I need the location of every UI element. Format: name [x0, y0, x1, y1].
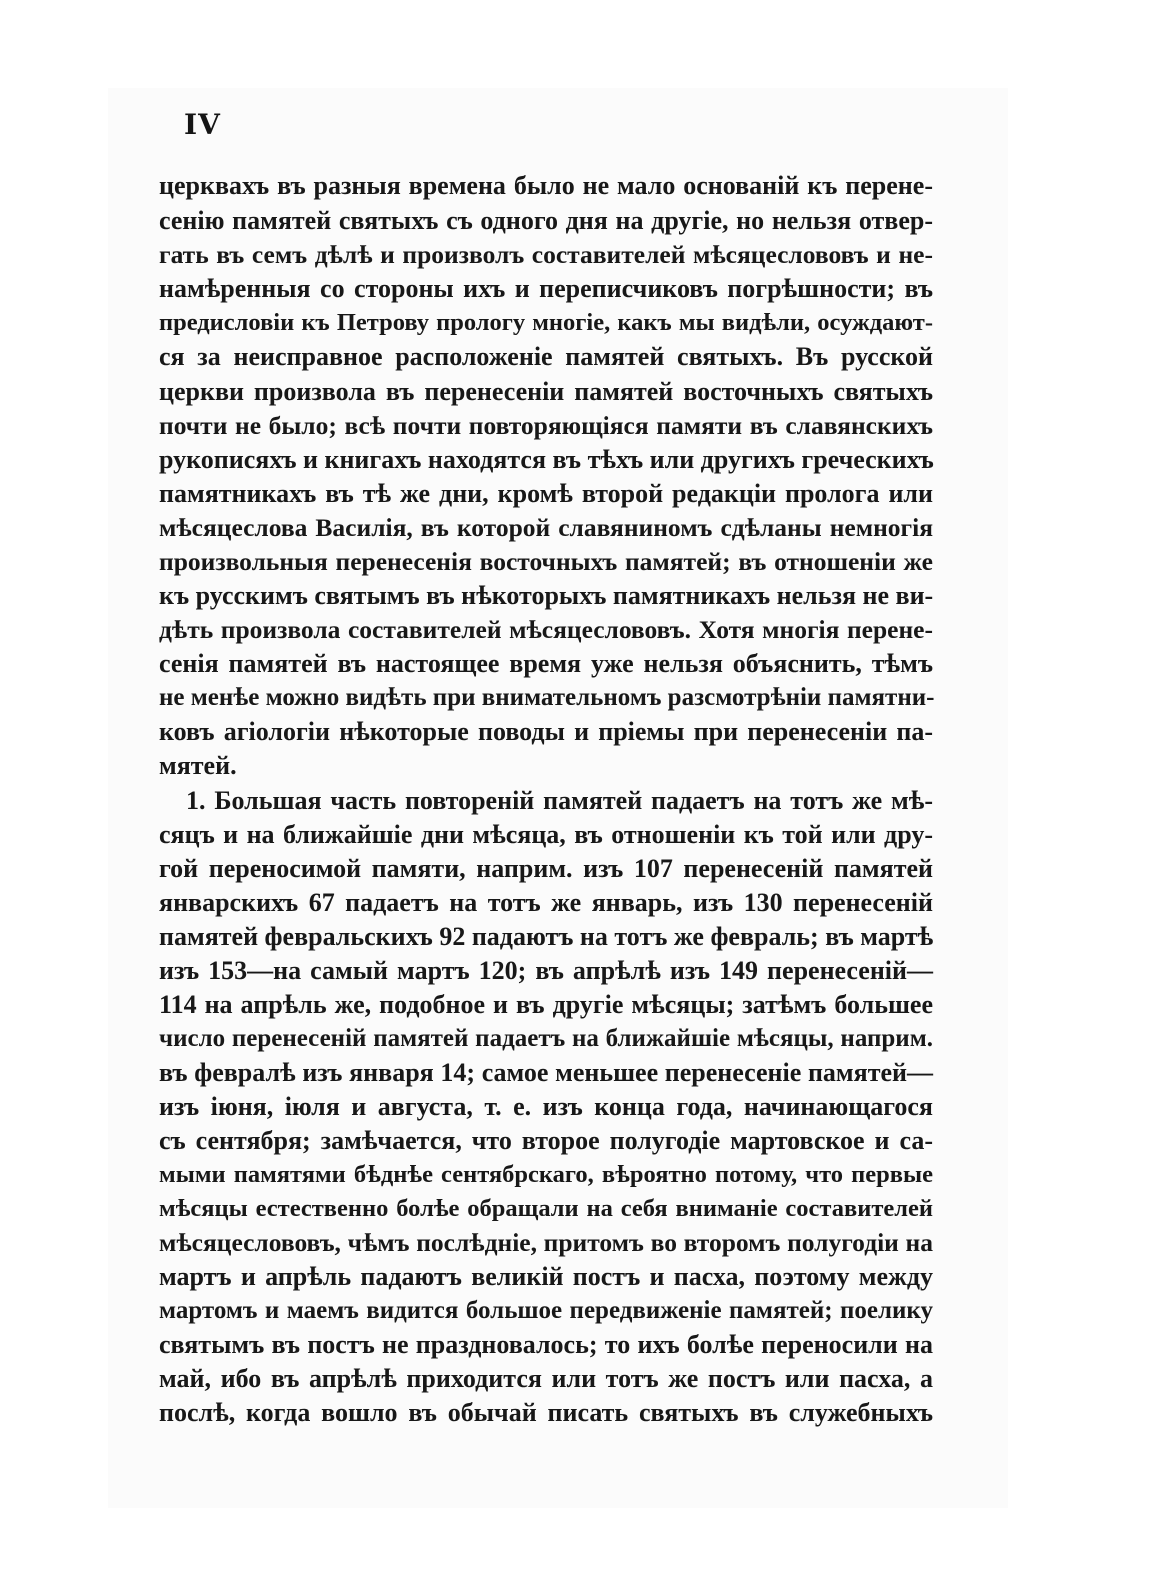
- text-line: ковъ агіологіи нѣкоторые поводы и пріемы при перенесеніи па-: [159, 717, 933, 746]
- text-line: въ февралѣ изъ января 14; самое меньшее перенесеніе памятей—: [159, 1058, 933, 1087]
- text-line: мѣсяцы естественно болѣе обращали на себя вниманіе составителей: [159, 1195, 933, 1222]
- text-line: мѣсяцеслова Василія, въ которой славяниномъ сдѣланы немногія: [159, 513, 933, 542]
- text-line: ся за неисправное расположеніе памятей святыхъ. Въ русской: [159, 342, 933, 371]
- text-line: церквахъ въ разныя времена было не мало основаній къ перене-: [159, 171, 933, 200]
- text-line: 114 на апрѣль же, подобное и въ другіе мѣсяцы; затѣмъ большее: [159, 990, 933, 1019]
- text-line: сенія памятей въ настоящее время уже нельзя объяснить, тѣмъ: [159, 649, 933, 678]
- text-line: январскихъ 67 падаетъ на тотъ же январь, изъ 130 перенесеній: [159, 888, 933, 917]
- text-line: май, ибо въ апрѣлѣ приходится или тотъ же постъ или пасха, а: [159, 1364, 933, 1393]
- text-line: мартомъ и маемъ видится большое передвиженіе памятей; поелику: [159, 1297, 933, 1324]
- text-line: памятникахъ въ тѣ же дни, кромѣ второй редакціи пролога или: [159, 479, 933, 508]
- text-line: мятей.: [159, 751, 237, 780]
- text-line: съ сентября; замѣчается, что второе полугодіе мартовское и са-: [159, 1126, 933, 1155]
- text-line: церкви произвола въ перенесеніи памятей восточныхъ святыхъ: [159, 377, 933, 406]
- text-line: почти не было; всѣ почти повторяющіяся памяти въ славянскихъ: [159, 411, 933, 440]
- text-line: изъ 153—на самый мартъ 120; въ апрѣлѣ изъ 149 перенесеній—: [159, 956, 933, 985]
- text-line: мартъ и апрѣль падаютъ великій постъ и пасха, поэтому между: [159, 1262, 933, 1291]
- text-line: мыми памятями бѣднѣе сентябрскаго, вѣроятно потому, что первые: [159, 1161, 933, 1188]
- text-line: намѣренныя со стороны ихъ и переписчиковъ погрѣшности; въ: [159, 274, 933, 303]
- text-line: рукописяхъ и книгахъ находятся въ тѣхъ или другихъ греческихъ: [159, 445, 934, 474]
- text-line: послѣ, когда вошло въ обычай писать святыхъ въ служебныхъ: [159, 1398, 933, 1427]
- text-line: изъ іюня, іюля и августа, т. е. изъ конца года, начинающагося: [159, 1092, 933, 1121]
- text-line: гать въ семъ дѣлѣ и произволъ составителей мѣсяцеслововъ и не-: [159, 240, 933, 269]
- text-line: сенію памятей святыхъ съ одного дня на другіе, но нельзя отвер-: [159, 206, 933, 235]
- text-line: къ русскимъ святымъ въ нѣкоторыхъ памятникахъ нельзя не ви-: [159, 581, 934, 610]
- text-line: святымъ въ постъ не праздновалось; то ихъ болѣе переносили на: [159, 1330, 933, 1359]
- text-line: памятей февральскихъ 92 падаютъ на тотъ же февраль; въ мартѣ: [159, 922, 934, 951]
- text-line: сяцъ и на ближайшіе дни мѣсяца, въ отношеніи къ той или дру-: [159, 820, 933, 849]
- text-line: дѣть произвола составителей мѣсяцеслововъ. Хотя многія перене-: [159, 615, 933, 644]
- text-line: мѣсяцеслововъ, чѣмъ послѣдніе, притомъ во второмъ полугодіи на: [159, 1228, 933, 1257]
- text-line: гой переносимой памяти, наприм. изъ 107 перенесеній памятей: [159, 854, 933, 883]
- paragraph-start-line: 1. Большая часть повтореній памятей падаетъ на тотъ же мѣ-: [186, 786, 933, 815]
- text-line: не менѣе можно видѣть при внимательномъ разсмотрѣніи памятни-: [159, 684, 935, 711]
- page-number: IV: [184, 108, 221, 141]
- text-line: предисловіи къ Петрову прологу многіе, какъ мы видѣли, осуждают-: [159, 309, 933, 336]
- text-line: произвольныя перенесенія восточныхъ памятей; въ отношеніи же: [159, 547, 933, 576]
- text-line: число перенесеній памятей падаетъ на ближайшіе мѣсяцы, наприм.: [159, 1025, 933, 1052]
